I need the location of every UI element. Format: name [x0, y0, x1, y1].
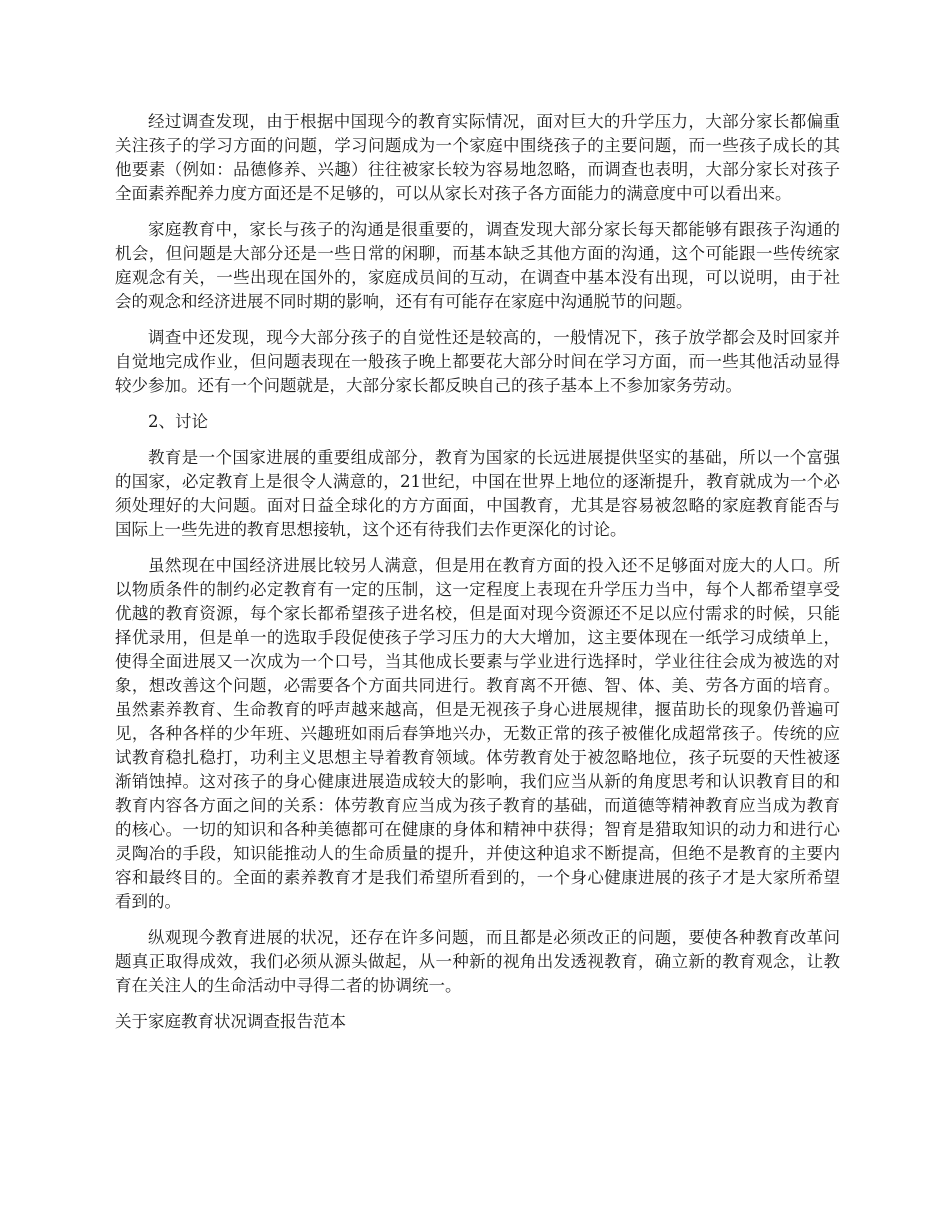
section-heading: 2、讨论 [148, 412, 208, 431]
paragraph-survey-findings: 经过调查发现，由于根据中国现今的教育实际情况，面对巨大的升学压力，大部分家长都偏重关注孩子的学习方面的问题，学习问题成为一个家庭中围绕孩子的主要问题，而一些孩子成长的其他要素（例如：品德修养、兴趣）往往被家长较为容易地忽略，而调查也表明，大部分家长对孩子全面素养配养力度方面还是不足够的，可以从家长对孩子各方面能力的满意度中可以看出来。 [115, 112, 840, 203]
paragraph-communication: 家庭教育中，家长与孩子的沟通是很重要的，调查发现大部分家长每天都能够有跟孩子沟通的机会，但问题是大部分还是一些日常的闲聊，而基本缺乏其他方面的沟通，这个可能跟一些传统家庭观念有关，一些出现在国外的，家庭成员间的互动，在调查中基本没有出现，可以说明，由于社会的观念和经济进展不同时期的影响，还有有可能存在家庭中沟通脱节的问题。 [115, 220, 840, 311]
paragraph-economy-education: 虽然现在中国经济进展比较另人满意，但是用在教育方面的投入还不足够面对庞大的人口。所以物质条件的制约必定教育有一定的压制，这一定程度上表现在升学压力当中，每个人都希望享受优越的教育资源，每个家长都希望孩子进名校，但是面对现今资源还不足以应付需求的时候，只能择优录用，但是单一的选取手段促使孩子学习压力的大大增加，这主要体现在一纸学习成绩单上，使得全面进展又一次成为一个口号，当其他成长要素与学业进行选择时，学业往往会成为被选的对象，想改善这个问题，必需要各个方面共同进行。教育离不开德、智、体、美、劳各方面的培育。虽然素养教育、生命教育的呼声越来越高，但是无视孩子身心进展规律，揠苗助长的现象仍普遍可见，各种各样的少年班、兴趣班如雨后春笋地兴办，无数正常的孩子被催化成超常孩子。传统的应试教育稳扎稳打，功利主义思想主导着教育领域。体劳教育处于被忽略地位，孩子玩耍的天性被逐渐销蚀掉。这对孩子的身心健康进展造成较大的影响，我们应当从新的角度思考和认识教育目的和教育内容各方面之间的关系：体劳教育应当成为孩子教育的基础，而道德等精神教育应当成为教育的核心。一切的知识和各种美德都可在健康的身体和精神中获得；智育是猎取知识的动力和进行心灵陶冶的手段，知识能推动人的生命质量的提升，并使这种追求不断提高，但绝不是教育的主要内容和最终目的。全面的素养教育才是我们希望所看到的，一个身心健康进展的孩子才是大家所希望看到的。 [115, 556, 840, 911]
paragraph-discussion-intro: 教育是一个国家进展的重要组成部分，教育为国家的长远进展提供坚实的基础，所以一个富强的国家，必定教育上是很令人满意的，21世纪，中国在世界上地位的逐渐提升，教育就成为一个必须处理好的大问题。面对日益全球化的方方面面，中国教育，尤其是容易被忽略的家庭教育能否与国际上一些先进的教育思想接轨，这个还有待我们去作更深化的讨论。 [115, 448, 840, 539]
paragraph-conclusion: 纵观现今教育进展的状况，还存在许多问题，而且都是必须改正的问题，要使各种教育改革问题真正取得成效，我们必须从源头做起，从一种新的视角出发透视教育，确立新的教育观念，让教育在关注人的生命活动中寻得二者的协调统一。 [115, 928, 840, 995]
report-title: 关于家庭教育状况调查报告范本 [115, 1012, 346, 1031]
document-page [115, 110, 840, 1034]
paragraph-self-discipline: 调查中还发现，现今大部分孩子的自觉性还是较高的，一般情况下，孩子放学都会及时回家并自觉地完成作业，但问题表现在一般孩子晚上都要花大部分时间在学习方面，而一些其他活动显得较少参加。还有一个问题就是，大部分家长都反映自己的孩子基本上不参加家务劳动。 [115, 328, 840, 395]
